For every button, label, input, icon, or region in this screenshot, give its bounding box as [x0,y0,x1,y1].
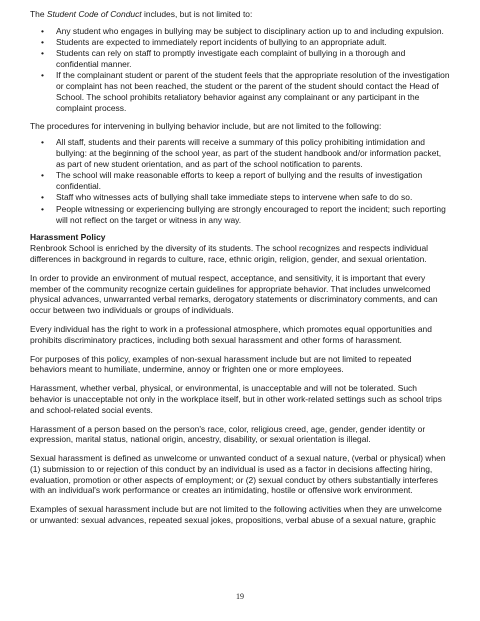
code-of-conduct-intro: The Student Code of Conduct includes, but is not limited to: [30,9,253,19]
paragraph: In order to provide an environment of mutual respect, acceptance, and sensitivity, it is important that every member of the community recognize certain guidelines for appropriate behavior. That includes unwelcomed physical advances, unwarranted verbal remarks, derogatory statements or discriminatory comments, and can occur between two individuals or groups of individuals. [30,272,438,316]
list-item: • If the complainant student or parent of the student feels that the appropriate resolution of the investigation or complaint has not been reached, the student or the parent of the student should contact the Head of School. The school prohibits retaliatory behavior against any complainant or any participant in the complaint process. [41,70,450,113]
bullet-icon: • [41,203,44,214]
bullet-icon: • [41,37,44,48]
page-number: 19 [236,592,244,601]
paragraph: Harassment, whether verbal, physical, or environmental, is unacceptable and will not be tolerated. Such behavior is unacceptable not only in the workplace itself, but in other work-related settings such as school trips and school-related social events. [30,383,442,415]
bullet-icon: • [41,70,44,81]
bullet-icon: • [41,25,44,36]
bullet-icon: • [41,170,44,181]
conduct-list [30,26,450,114]
procedures-intro: The procedures for intervening in bullying behavior include, but are not limited to the following: [30,120,382,131]
list-item: • Students are expected to immediately report incidents of bullying to an appropriate adult. [41,37,387,48]
bullet-icon: • [41,137,44,148]
paragraph: Every individual has the right to work in a professional atmosphere, which promotes equal opportunities and prohibits discriminatory practices, including both sexual harassment and other forms of harassment. [30,323,432,345]
list-item: • The school will make reasonable efforts to keep a report of bullying and the results of investigation confidential. [41,170,423,192]
paragraph: Harassment of a person based on the person's race, color, religious creed, age, gender, gender identity or expression, marital status, national origin, ancestry, disability, or sexual orientation is illegal. [30,423,426,445]
list-item: • People witnessing or experiencing bullying are strongly encouraged to report the incident; such reporting will not reflect on the target or witness in any way. [41,203,446,225]
list-item: • Any student who engages in bullying may be subject to disciplinary action up to and including expulsion. [41,25,444,36]
section-heading: Harassment Policy [30,232,106,243]
paragraph: For purposes of this policy, examples of non-sexual harassment include but are not limited to repeated behaviors meant to humiliate, undermine, annoy or frighten one or more employees. [30,353,412,375]
list-item: • Students can rely on staff to promptly investigate each complaint of bullying in a thorough and confidential manner. [41,48,406,70]
paragraph: Sexual harassment is defined as unwelcome or unwanted conduct of a sexual nature, (verbal or physical) when (1) submission to or rejection of this conduct by an individual is used as a factor in decisions affecting hiring, evaluation, promotion or other aspects of employment; or (2) sexual conduct by others substantially interferes with an individual's work performance or creates an intimidating, hostile or offensive work environment. [30,453,446,496]
paragraph: Renbrook School is enriched by the diversity of its students. The school recognizes and respects individual differences in background in regards to culture, race, ethnic origin, religion, gender, and sexual orientation. [30,243,429,264]
bullet-icon: • [41,192,44,203]
list-item: • Staff who witnesses acts of bullying shall take immediate steps to intervene when safe to do so. [41,192,413,203]
code-of-conduct-title: Student Code of Conduct [46,9,142,19]
procedures-list [30,137,450,225]
list-item: • All staff, students and their parents will receive a summary of this policy prohibiting intimidation and bullying: at the beginning of the school year, as part of the student handbook and/or information packet, as part of new student orientation, and as part of the school notification to parents. [41,137,442,170]
bullet-icon: • [41,48,44,59]
paragraph: Examples of sexual harassment include but are not limited to the following activities when they are unwelcome or unwanted: sexual advances, repeated sexual jokes, propositions, verbal abuse of a sexual nature, graphic [30,504,442,526]
